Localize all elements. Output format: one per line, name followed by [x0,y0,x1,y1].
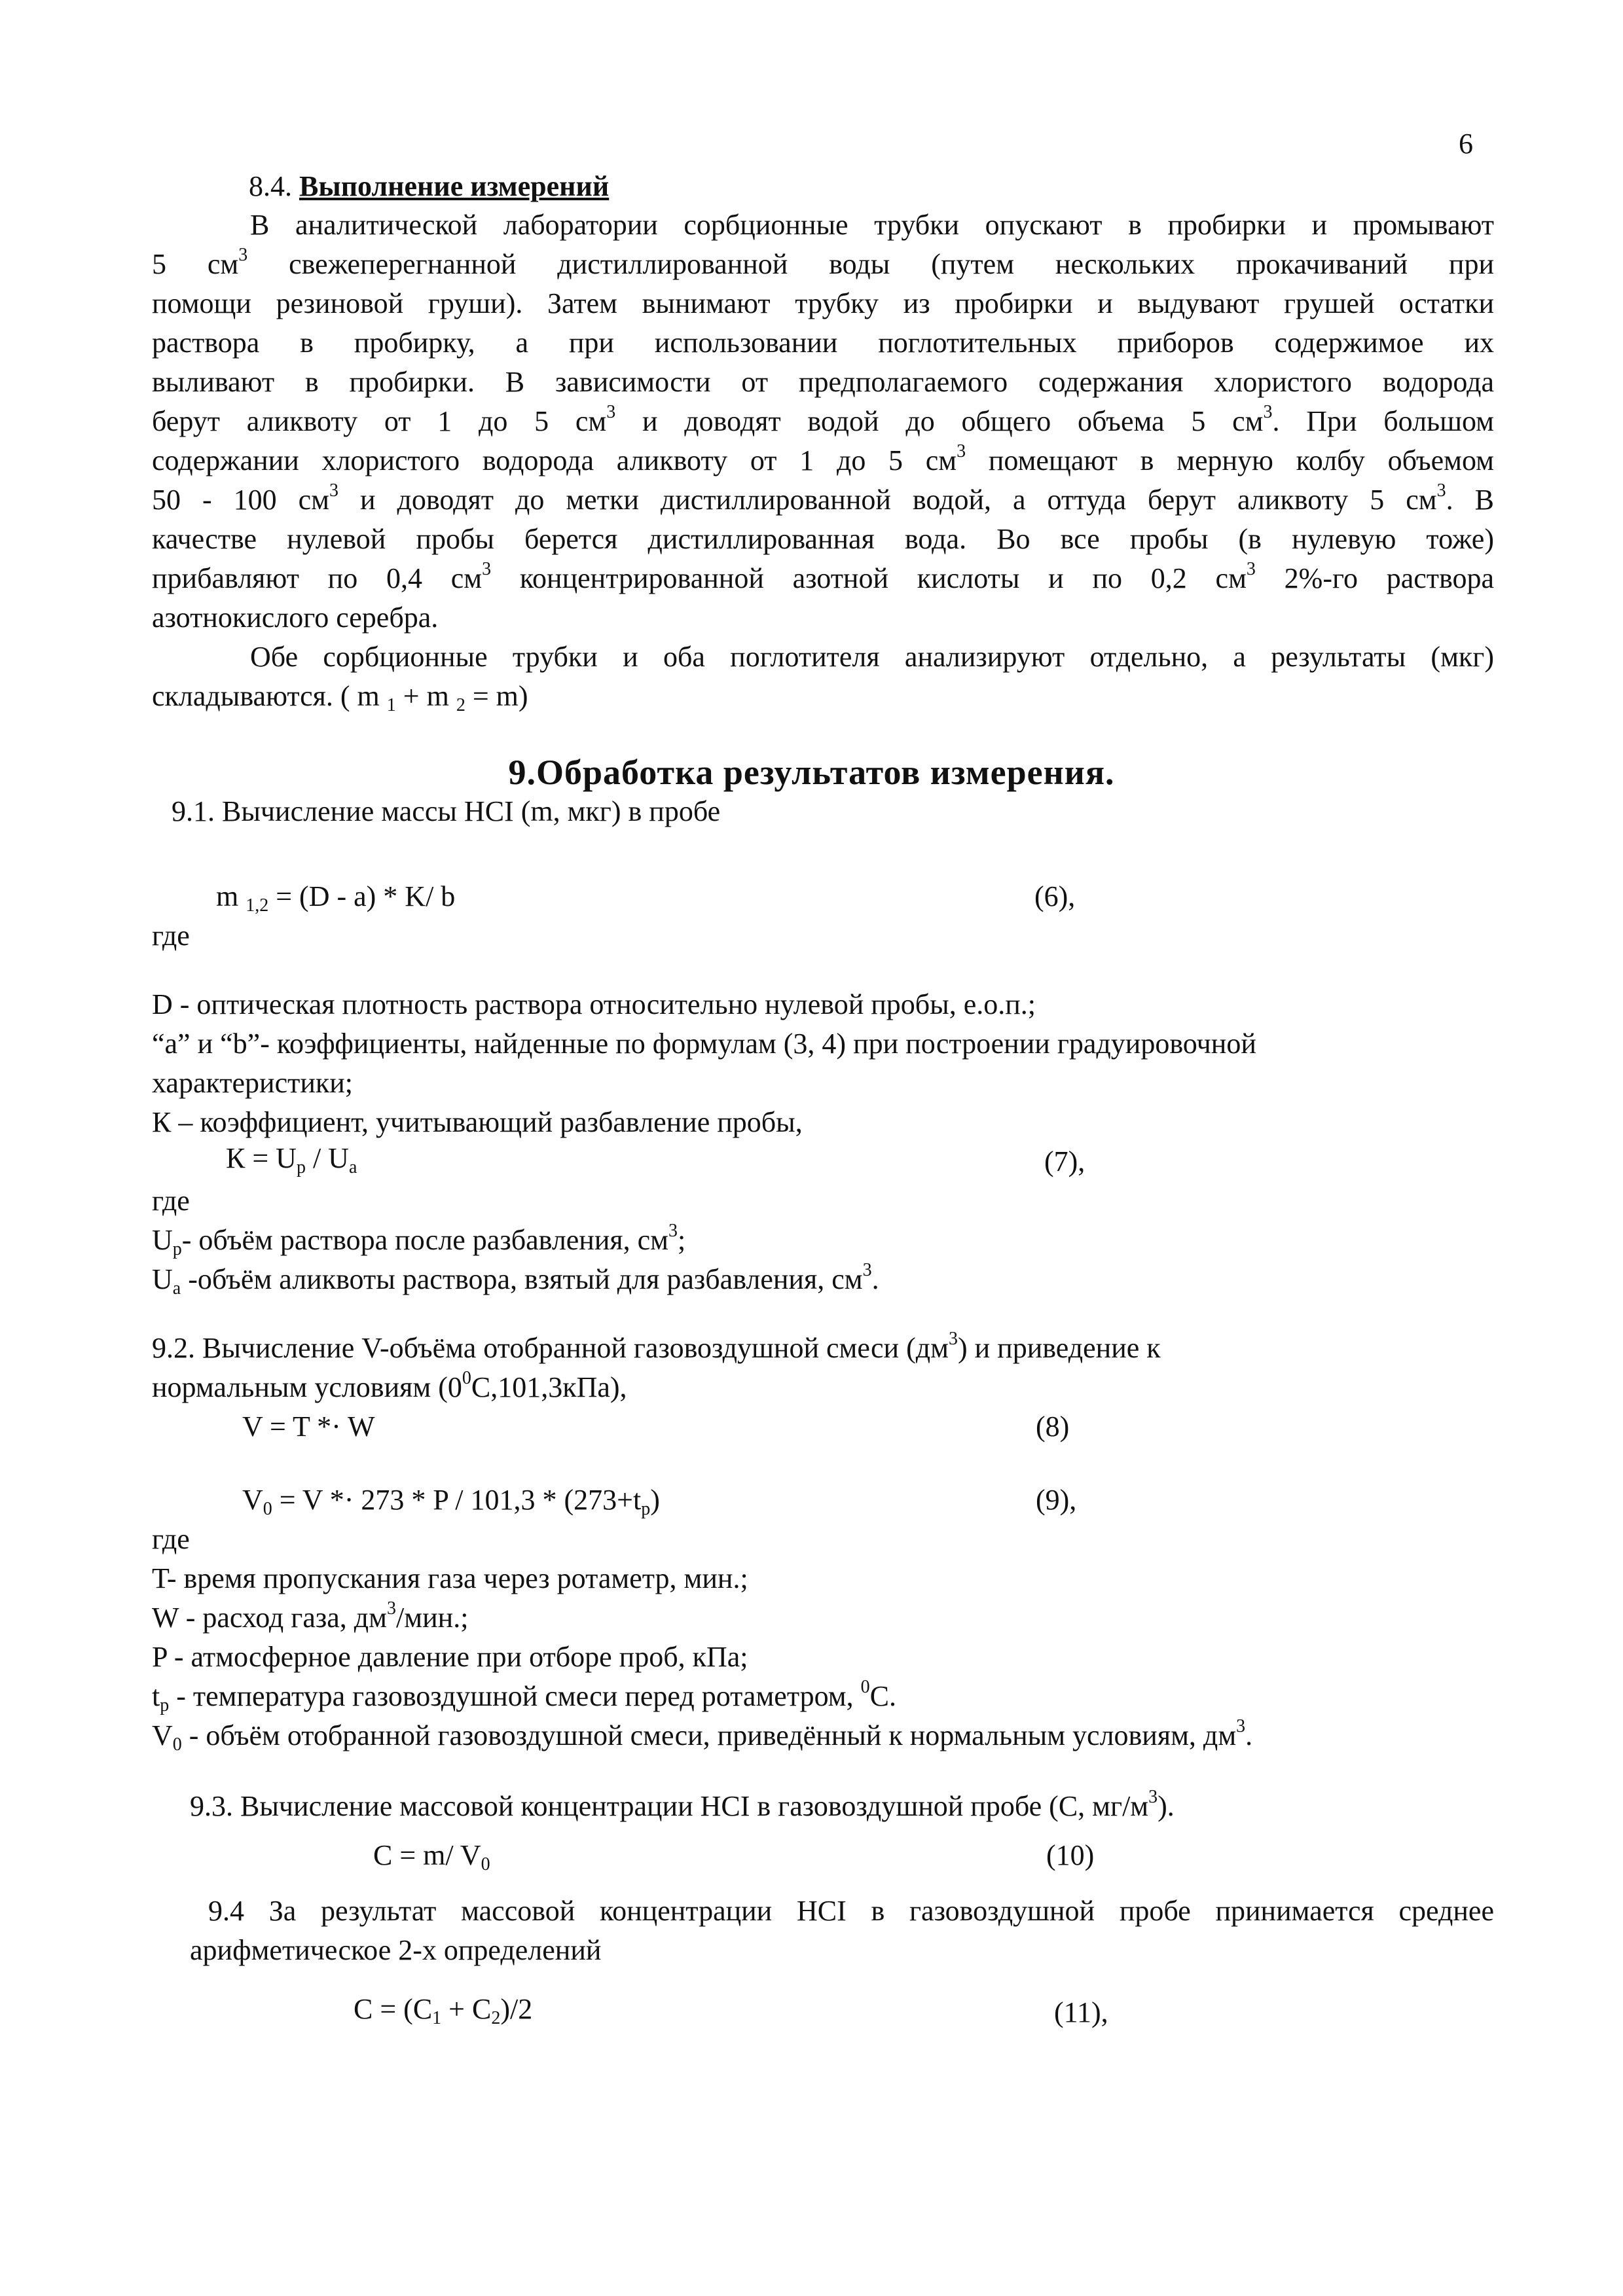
paragraph-line: раствора в пробирку, а при использовании поглотительных приборов содержимое их [152,327,1494,359]
paragraph-line: азотнокислого серебра. [152,601,439,634]
paragraph-line: В аналитической лаборатории сорбционные трубки опускают в пробирки и промывают [250,209,1494,241]
paragraph-line: выливают в пробирки. В зависимости от предполагаемого содержания хлористого водорода [152,366,1494,398]
paragraph-line: качестве нулевой пробы берется дистиллированная вода. Во все пробы (в нулевую тоже) [152,523,1494,555]
subsection-9-2: 9.2. Вычисление V-объёма отобранной газовоздушной смеси $(дм^3)$ и приведение к [152,1329,1161,1364]
paragraph-line: 5 $см^3$ свежеперегнанной дистиллированной воды (путем нескольких прокачиваний при [152,245,1495,280]
definition: характеристики; [152,1067,354,1099]
definition: $U_p-$ объём раствора после разбавления, $см^3$; [152,1221,686,1259]
section-number: 8.4. [249,170,292,202]
subsection-9-4-line2: арифметическое 2-х определений [190,1934,602,1966]
equation-number: (9), [1036,1484,1077,1516]
equation-11: $C = (C_1 + C_2)/2$ [354,1993,533,2028]
paragraph-line: помощи резиновой груши). Затем вынимают трубку из пробирки и выдувают грушей остатки [152,287,1494,319]
where-label: где [152,920,190,952]
equation-8: V = T *· W [242,1410,375,1443]
paragraph-line: Обе сорбционные трубки и оба поглотителя анализируют отдельно, а результаты (мкг) [250,641,1494,673]
section-title: Выполнение измерений [299,170,610,202]
definition: T- время пропускания газа через ротаметр, мин.; [152,1562,748,1594]
equation-number: (10) [1046,1839,1095,1871]
equation-10: C = m/ $V_0$ [373,1839,490,1874]
definition: D - оптическая плотность раствора относительно нулевой пробы, е.о.п.; [152,988,1036,1020]
section-8-4-title [249,167,609,206]
equation-number: (8) [1036,1410,1070,1443]
definition: К – коэффициент, учитывающий разбавление пробы, [152,1106,803,1138]
paragraph-line: 50 - 100 $см^3$ и доводят до метки дистиллированной водой, а оттуда берут аликвоту 5 $см^3$. В [152,480,1494,516]
section-9-heading: 9.Обработка результатов измерения. [508,753,1115,792]
definition: P - атмосферное давление при отборе проб, кПа; [152,1641,748,1673]
equation-6: m $_{1,2}$ = (D - a) * K/ b [216,880,456,916]
paragraph-line: прибавляют по 0,4 $см^3$ концентрированной азотной кислоты и по 0,2 $см^3$ 2%-го раствора [152,559,1494,594]
definition: $U_a$ -объём аликвоты раствора, взятый для разбавления, $см^3$. [152,1260,879,1299]
subsection-9-2-line2: нормальным условиям $(0^0С,101,3кПа)$, [152,1368,627,1403]
definition: “a” и “b”- коэффициенты, найденные по формулам (3, 4) при построении градуировочной [152,1028,1256,1060]
equation-number: (6), [1034,880,1076,912]
where-label: где [152,1523,190,1555]
definition: $t_p$ - температура газовоздушной смеси перед ротаметром, $^0$C. [152,1677,896,1715]
equation-7: $К = U_p / U_a$ [226,1142,357,1177]
paragraph-line: содержании хлористого водорода аликвоту от 1 до 5 $см^3$ помещают в мерную колбу объемом [152,441,1494,476]
definition: W - расход газа, $дм^3$/мин.; [152,1598,469,1634]
page-number: 6 [1459,128,1473,160]
subsection-9-4: 9.4 За результат массовой концентрации HCI в газовоздушной пробе принимается среднее [208,1895,1494,1927]
definition: $V_0$ - объём отобранной газовоздушной смеси, приведённый к нормальным условиям, $дм^3$. [152,1716,1253,1755]
equation-number: (7), [1044,1145,1085,1177]
where-label: где [152,1185,190,1217]
equation-number: (11), [1054,1996,1108,2028]
subsection-9-1: 9.1. Вычисление массы HCI (m, мкг) в пробе [172,795,721,827]
paragraph-line: складываются. ( m $_1$ + m $_2$ = m) [152,680,528,715]
paragraph-line: берут аликвоту от 1 до 5 $см^3$ и доводят водой до общего объема 5 $см^3$. При большом [152,402,1494,437]
subsection-9-3: 9.3. Вычисление массовой концентрации HCI в газовоздушной пробе (C, $мг/м^3$). [190,1787,1175,1822]
equation-9: $V_0 = V *\cdot 273 * P / 101,3 * (273+t_p)$ [242,1484,660,1519]
